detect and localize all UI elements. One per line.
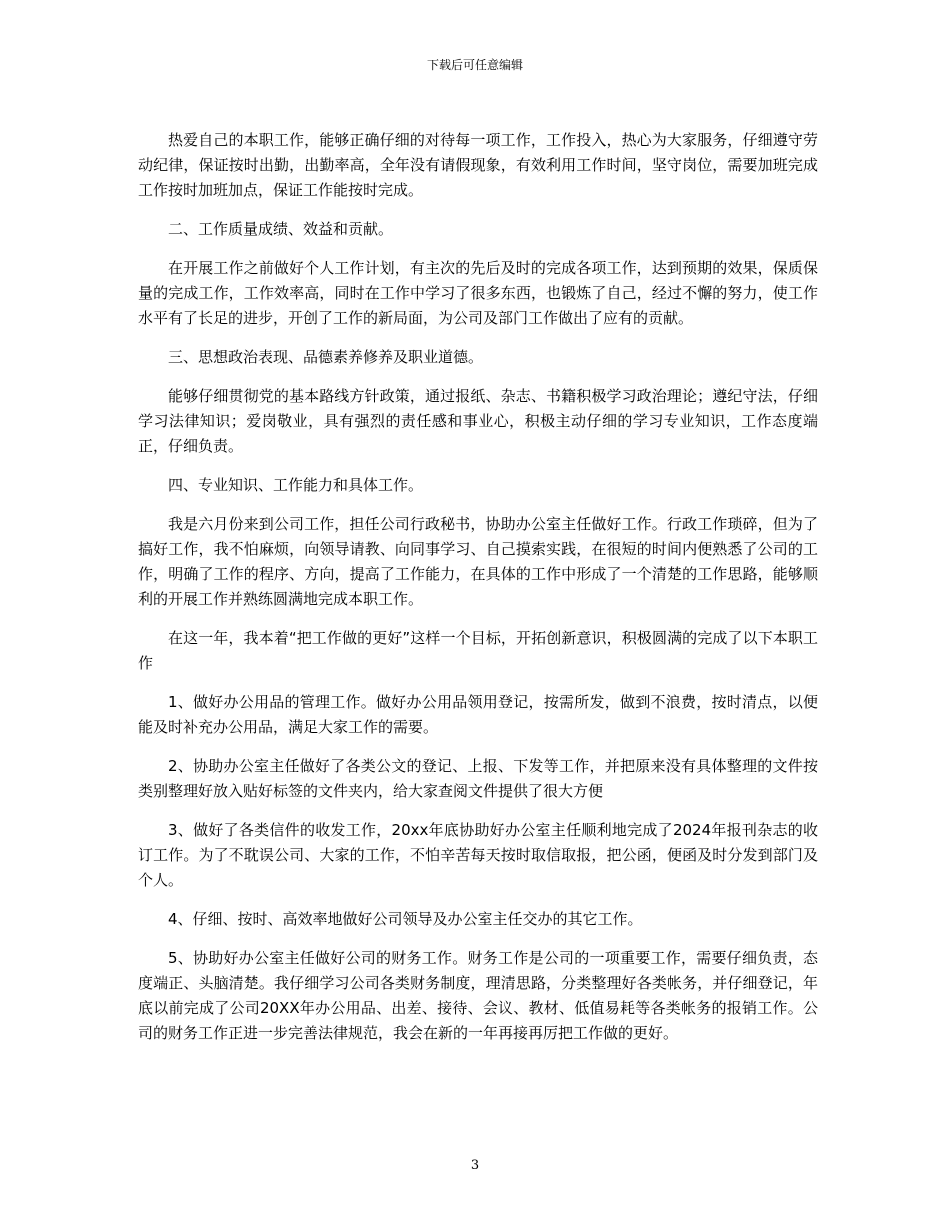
list-item-1: 1、做好办公用品的管理工作。做好办公用品领用登记，按需所发，做到不浪费，按时清点，以便能及时补充办公用品，满足大家工作的需要。: [138, 693, 818, 736]
section-heading-ethics: 三、思想政治表现、品德素养修养及职业道德。: [168, 348, 484, 366]
list-item-5: 5、协助好办公室主任做好公司的财务工作。财务工作是公司的一项重要工作，需要仔细负责，态度端正、头脑清楚。我仔细学习公司各类财务制度，理清思路，分类整理好各类帐务，并仔细登记，年底以前完成了公司20XX年办公用品、出差、接待、会议、教材、低值易耗等各类帐务的报销工作。公司的财务工作正进一步完善法律规范，我会在新的一年再接再厉把工作做的更好。: [138, 949, 818, 1042]
paragraph-ethics: 能够仔细贯彻党的基本路线方针政策，通过报纸、杂志、书籍积极学习政治理论；遵纪守法，仔细学习法律知识；爱岗敬业，具有强烈的责任感和事业心，积极主动仔细的学习专业知识，工作态度端正，仔细负责。: [138, 387, 818, 455]
paragraph-quality: 在开展工作之前做好个人工作计划，有主次的先后及时的完成各项工作，达到预期的效果，保质保量的完成工作，工作效率高，同时在工作中学习了很多东西，也锻炼了自己，经过不懈的努力，使工作水平有了长足的进步，开创了工作的新局面，为公司及部门工作做出了应有的贡献。: [138, 259, 818, 327]
paragraph-goal: 在这一年，我本着“把工作做的更好”这样一个目标，开拓创新意识，积极圆满的完成了以下本职工作: [138, 629, 818, 672]
document-body: [138, 128, 818, 1060]
paragraph-skills: 我是六月份来到公司工作，担任公司行政秘书，协助办公室主任做好工作。行政工作琐碎，但为了搞好工作，我不怕麻烦，向领导请教、向同事学习、自己摸索实践，在很短的时间内便熟悉了公司的工作，明确了工作的程序、方向，提高了工作能力，在具体的工作中形成了一个清楚的工作思路，能够顺利的开展工作并熟练圆满地完成本职工作。: [138, 515, 818, 608]
list-item-4: 4、仔细、按时、高效率地做好公司领导及办公室主任交办的其它工作。: [168, 910, 643, 928]
section-heading-skills: 四、专业知识、工作能力和具体工作。: [168, 476, 424, 494]
page-number: 3: [470, 1158, 480, 1173]
list-item-3: 3、做好了各类信件的收发工作，20xx年底协助好办公室主任顺利地完成了2024年报刊杂志的收订工作。为了不耽误公司、大家的工作，不怕辛苦每天按时取信取报，把公函，便函及时分发到部门及个人。: [138, 821, 818, 889]
list-item-2: 2、协助办公室主任做好了各类公文的登记、上报、下发等工作，并把原来没有具体整理的文件按类别整理好放入贴好标签的文件夹内，给大家查阅文件提供了很大方便: [138, 757, 818, 800]
paragraph-work-attitude: 热爱自己的本职工作，能够正确仔细的对待每一项工作，工作投入，热心为大家服务，仔细遵守劳动纪律，保证按时出勤，出勤率高，全年没有请假现象，有效利用工作时间，坚守岗位，需要加班完成工作按时加班加点，保证工作能按时完成。: [138, 131, 818, 199]
page-header: 下载后可任意编辑: [426, 58, 523, 72]
section-heading-quality: 二、工作质量成绩、效益和贡献。: [168, 220, 394, 238]
